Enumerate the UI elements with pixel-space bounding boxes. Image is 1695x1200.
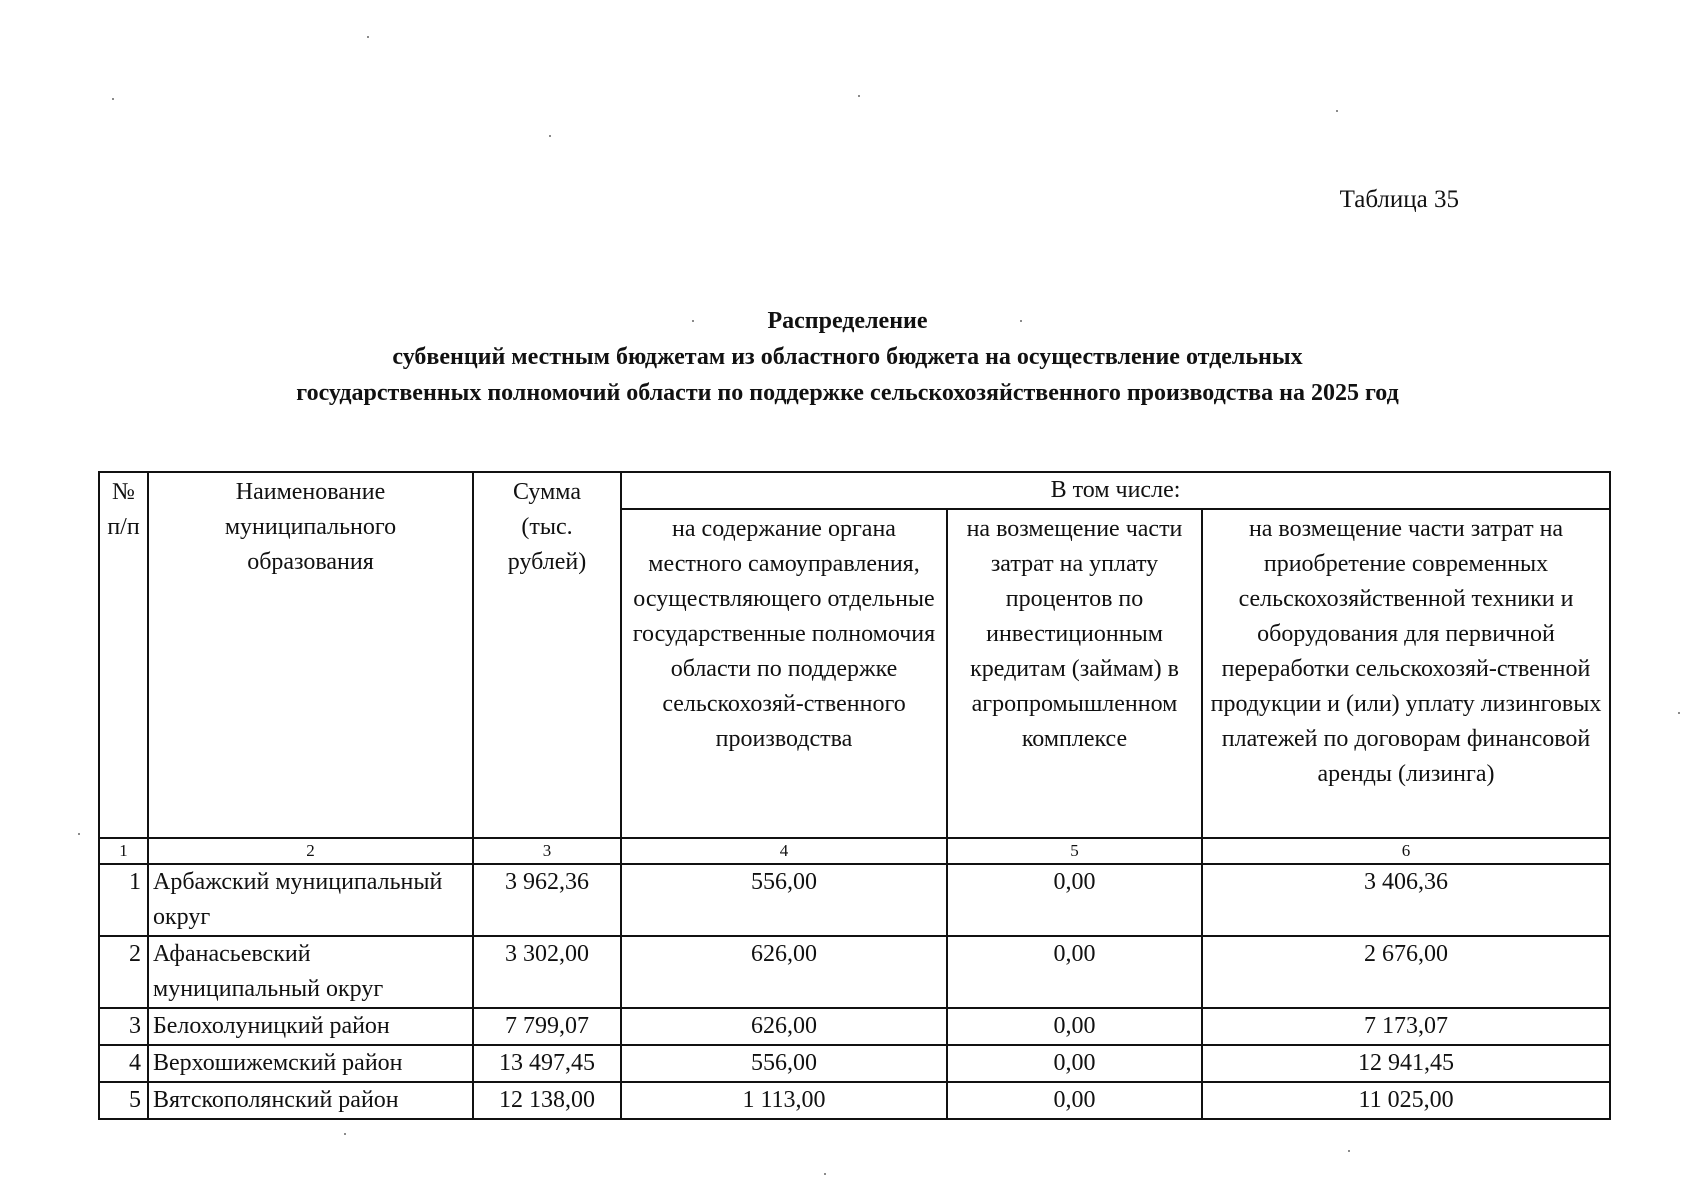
header-col4-text: на содержание органа местного самоуправления, осуществляющего отдельные государственные полномочия области по поддержке сельскохозяй-ственного производства — [632, 516, 936, 752]
title-line-3: государственных полномочий области по поддержке сельскохозяйственного производства на 2025 год — [296, 380, 1399, 406]
document-title — [0, 303, 1695, 411]
municipality-name: Верхошижемский район — [148, 1045, 473, 1082]
scan-speck — [112, 98, 114, 100]
header-sum-text: Сумма (тыс. рублей) — [507, 479, 587, 575]
scan-speck — [1020, 320, 1022, 322]
header-row-top — [99, 472, 1610, 509]
value-col6: 3 406,36 — [1202, 864, 1610, 936]
table-row — [99, 864, 1610, 936]
header-num — [99, 472, 148, 838]
colnum-5: 5 — [947, 838, 1202, 864]
header-col6 — [1202, 509, 1610, 838]
column-number-row — [99, 838, 1610, 864]
header-num-text: № п/п — [107, 479, 140, 540]
colnum-1: 1 — [99, 838, 148, 864]
value-col5: 0,00 — [947, 1082, 1202, 1119]
header-sum — [473, 472, 621, 838]
table-row — [99, 936, 1610, 1008]
scan-speck — [549, 135, 551, 137]
subsidy-distribution-table — [98, 471, 1611, 1120]
colnum-3: 3 — [473, 838, 621, 864]
header-name-text: Наименование муниципального образования — [224, 479, 397, 575]
municipality-name: Афанасьевский муниципальный округ — [148, 936, 473, 1008]
row-number: 4 — [99, 1045, 148, 1082]
value-col4: 1 113,00 — [621, 1082, 947, 1119]
table-row — [99, 1045, 1610, 1082]
value-col5: 0,00 — [947, 864, 1202, 936]
scan-speck — [344, 1133, 346, 1135]
row-number: 5 — [99, 1082, 148, 1119]
value-col4: 556,00 — [621, 864, 947, 936]
value-col4: 556,00 — [621, 1045, 947, 1082]
header-col5 — [947, 509, 1202, 838]
value-col5: 0,00 — [947, 936, 1202, 1008]
municipality-name: Белохолуницкий район — [148, 1008, 473, 1045]
scan-speck — [1348, 1150, 1350, 1152]
row-number: 2 — [99, 936, 148, 1008]
value-col6: 2 676,00 — [1202, 936, 1610, 1008]
total-sum: 13 497,45 — [473, 1045, 621, 1082]
header-col5-text: на возмещение части затрат на уплату процентов по инвестиционным кредитам (займам) в агропромышленном комплексе — [966, 516, 1183, 752]
value-col6: 7 173,07 — [1202, 1008, 1610, 1045]
value-col5: 0,00 — [947, 1008, 1202, 1045]
total-sum: 7 799,07 — [473, 1008, 621, 1045]
total-sum: 12 138,00 — [473, 1082, 621, 1119]
value-col6: 12 941,45 — [1202, 1045, 1610, 1082]
header-name — [148, 472, 473, 838]
title-line-1: Распределение — [767, 308, 928, 334]
scan-speck — [78, 833, 80, 835]
municipality-name: Арбажский муниципальный округ — [148, 864, 473, 936]
colnum-6: 6 — [1202, 838, 1610, 864]
table-row — [99, 1082, 1610, 1119]
value-col4: 626,00 — [621, 1008, 947, 1045]
scan-speck — [824, 1173, 826, 1175]
colnum-2: 2 — [148, 838, 473, 864]
scan-speck — [858, 95, 860, 97]
row-number: 3 — [99, 1008, 148, 1045]
value-col5: 0,00 — [947, 1045, 1202, 1082]
header-including — [621, 472, 1610, 509]
row-number: 1 — [99, 864, 148, 936]
scan-speck — [1678, 712, 1680, 714]
scan-speck — [692, 320, 694, 322]
total-sum: 3 302,00 — [473, 936, 621, 1008]
scan-speck — [367, 36, 369, 38]
header-including-text: В том числе: — [1050, 477, 1181, 503]
title-line-2: субвенций местным бюджетам из областного бюджета на осуществление отдельных — [392, 344, 1303, 370]
table-number-label: Таблица 35 — [1339, 186, 1459, 213]
value-col4: 626,00 — [621, 936, 947, 1008]
header-col4 — [621, 509, 947, 838]
value-col6: 11 025,00 — [1202, 1082, 1610, 1119]
header-col6-text: на возмещение части затрат на приобретение современных сельскохозяйственной техники и оборудования для первичной переработки сельскохозяй-ственной продукции и (или) уплату лизинговых платежей по договорам финансовой аренды (лизинга) — [1210, 516, 1602, 787]
scan-speck — [1336, 110, 1338, 112]
table-row — [99, 1008, 1610, 1045]
municipality-name: Вятскополянский район — [148, 1082, 473, 1119]
colnum-4: 4 — [621, 838, 947, 864]
total-sum: 3 962,36 — [473, 864, 621, 936]
